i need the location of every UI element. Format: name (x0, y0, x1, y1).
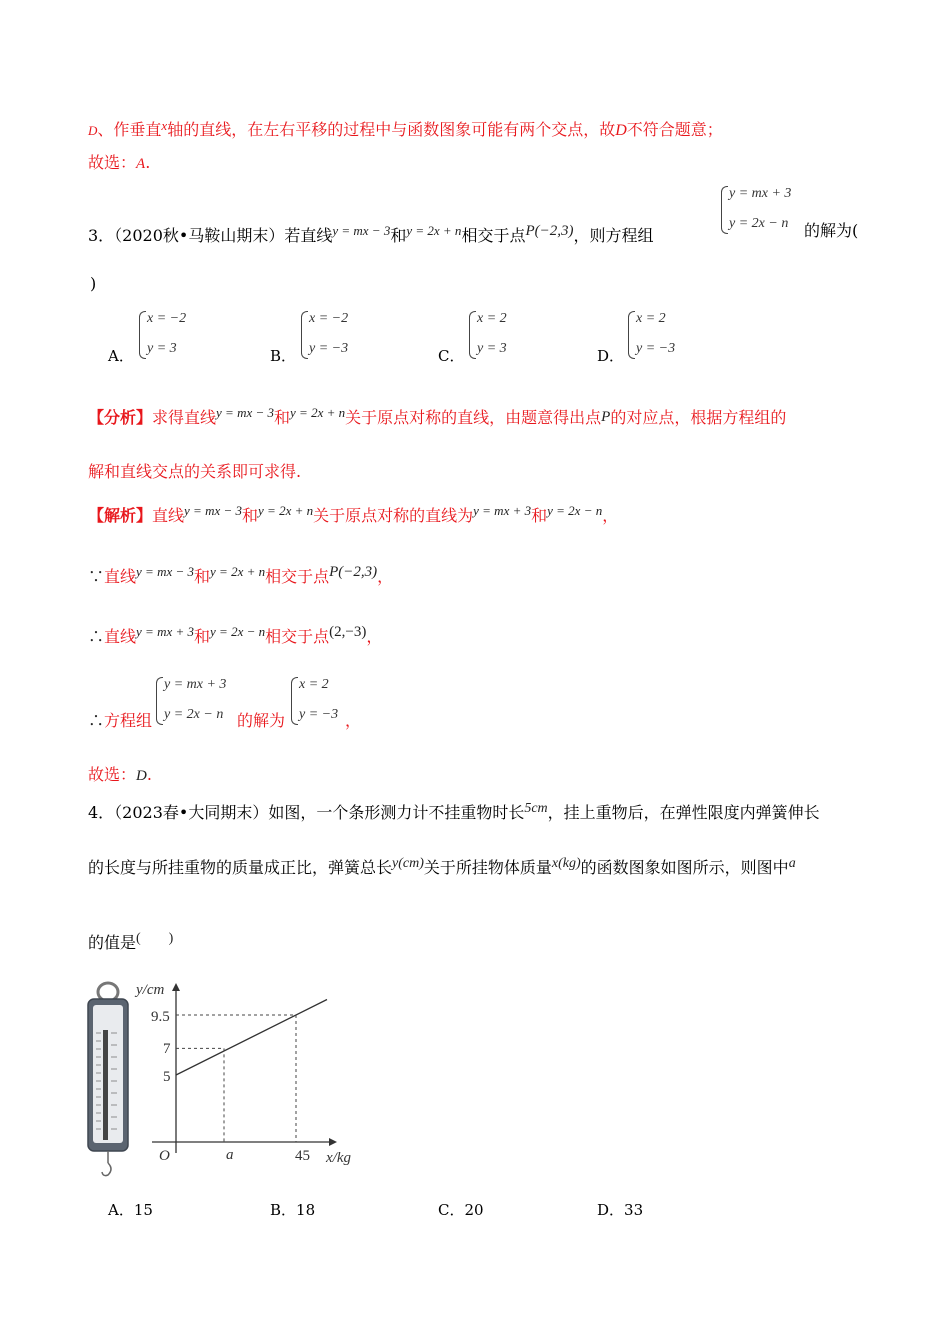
q4-y: y(cm) (392, 856, 424, 871)
solution-eq1: y = mx − 3 (184, 503, 243, 518)
solution-u2: 的解为 (237, 711, 286, 730)
intro-text-a: 、作垂直 (97, 120, 162, 139)
q4-paren: ( ) (136, 931, 174, 946)
q3-option-B-label[interactable]: B． (270, 347, 297, 365)
q3-option-A-label[interactable]: A． (108, 347, 134, 365)
solution-comma: ， (602, 506, 619, 525)
solution-t-eq2: y = 2x − n (210, 624, 266, 639)
q3-system (721, 186, 811, 232)
q4-line-3 (88, 929, 173, 953)
q4-option-A[interactable] (108, 1200, 153, 1220)
y-tick-7: 7 (163, 1041, 171, 1057)
solution-line-3 (88, 622, 382, 647)
analysis-P: P (601, 409, 611, 425)
solution-b2: 相交于点 (265, 567, 330, 586)
q4-option-C-value: 20 (464, 1201, 484, 1219)
intro-answer-label: 故选： (88, 153, 137, 172)
y-axis-label: y/cm (136, 982, 165, 998)
x-axis-label: x/kg (326, 1150, 351, 1166)
intro-D: D (88, 123, 98, 138)
solution-line-4 (88, 711, 152, 731)
solution-b-eq1: y = mx − 3 (136, 564, 195, 579)
q3-option-C-label[interactable]: C． (438, 347, 465, 365)
solution-t-end: ， (366, 627, 383, 646)
q4-option-B[interactable] (270, 1200, 315, 1220)
q3-option-A-l1: x = −2 (147, 311, 187, 326)
solution-system-l2: y = 2x − n (164, 707, 224, 722)
q4-option-A-value: 15 (133, 1201, 153, 1219)
q4-x: x(kg) (551, 856, 581, 871)
q4-length: 5cm (524, 801, 548, 816)
q3-option-D-system[interactable] (628, 311, 698, 357)
solution-answer-end: . (146, 765, 152, 784)
solution-and2: 和 (531, 506, 548, 525)
y-axis-arrow-icon (172, 983, 180, 991)
analysis-and: 和 (274, 408, 291, 427)
solution-b-point: P(−2,3) (329, 564, 378, 580)
solution-s1: 直线 (152, 506, 185, 525)
q3-mid: 相交于点 (461, 226, 526, 245)
therefore-symbol-2: ∴ (88, 711, 105, 730)
solution-t-and: 和 (194, 627, 211, 646)
q4-option-C[interactable] (438, 1200, 484, 1220)
q4-p1: ，挂上重物后，在弹性限度内弹簧伸长 (547, 803, 820, 822)
solution-b-and: 和 (194, 567, 211, 586)
analysis-eq1: y = mx − 3 (216, 405, 275, 420)
q3-option-C-l1: x = 2 (477, 311, 507, 326)
q3-stem (88, 221, 654, 246)
solution-t1: 直线 (104, 627, 137, 646)
q3-and: 和 (390, 226, 407, 245)
solution-eq4: y = 2x − n (547, 503, 603, 518)
x-tick-45: 45 (295, 1148, 310, 1164)
x-tick-a: a (226, 1147, 234, 1163)
solution-b1: 直线 (104, 567, 137, 586)
solution-t-eq1: y = mx + 3 (136, 624, 195, 639)
solution-tag: 【解析】 (88, 506, 153, 525)
solution-answer-l1: x = 2 (299, 677, 329, 692)
solution-u1: 方程组 (104, 711, 153, 730)
q4-p3: 关于所挂物体质量 (423, 858, 552, 877)
intro-line-1 (88, 116, 723, 141)
solution-b-end: ， (377, 567, 394, 586)
intro-D2: D (615, 122, 627, 139)
solution-s2: 关于原点对称的直线为 (313, 506, 474, 525)
analysis-a4: 解和直线交点的关系即可求得. (88, 462, 302, 481)
q4-p5: 的值是 (88, 933, 137, 952)
spring-scale-illustration (88, 983, 128, 1176)
analysis-a1: 求得直线 (152, 408, 217, 427)
because-symbol: ∵ (88, 567, 105, 586)
q3-option-C-system[interactable] (469, 311, 539, 357)
q3-option-C-l2: y = 3 (477, 341, 507, 356)
intro-text-c: 不符合题意； (626, 120, 723, 139)
q4-option-C-label: C． (438, 1201, 465, 1219)
solution-b-eq2: y = 2x + n (210, 564, 266, 579)
intro-text-b: 轴的直线，在左右平移的过程中与函数图象可能有两个交点，故 (167, 120, 616, 139)
therefore-symbol: ∴ (88, 627, 105, 646)
solution-t2: 相交于点 (265, 627, 330, 646)
solution-line-2 (88, 562, 393, 587)
solution-eq2: y = 2x + n (258, 503, 314, 518)
analysis-line-1 (88, 403, 786, 428)
q4-line-2 (88, 854, 796, 878)
q3-option-B-l2: y = −3 (309, 341, 349, 356)
q3-tail (804, 221, 858, 241)
q4-option-D-label: D． (597, 1201, 625, 1219)
q4-option-D-value: 33 (624, 1201, 644, 1219)
q3-option-B-l1: x = −2 (309, 311, 349, 326)
q3-option-B-system[interactable] (301, 311, 371, 357)
intro-line-2 (88, 153, 150, 174)
q3-tail-text: 的解为( (804, 221, 859, 240)
q3-option-D-label[interactable]: D． (597, 347, 625, 365)
analysis-tag: 【分析】 (88, 408, 153, 427)
q4-a: a (788, 856, 796, 871)
q3-mid2: ，则方程组 (573, 226, 654, 245)
solution-system-l1: y = mx + 3 (164, 677, 227, 692)
analysis-a3: 的对应点，根据方程组的 (610, 408, 787, 427)
q4-p2: 的长度与所挂重物的质量成正比，弹簧总长 (88, 858, 393, 877)
q3-option-D-l2: y = −3 (636, 341, 676, 356)
solution-line-1 (88, 501, 618, 526)
solution-answer-value: D (136, 768, 147, 784)
function-line (176, 1000, 327, 1076)
q4-p4: 的函数图象如图所示，则图中 (580, 858, 789, 877)
q4-option-D[interactable] (597, 1200, 643, 1220)
q3-point: P(−2,3) (525, 223, 574, 239)
q3-eq1: y = mx − 3 (332, 223, 391, 238)
solution-u-end: ， (345, 711, 362, 730)
q3-eq2: y = 2x + n (406, 223, 462, 238)
y-tick-5: 5 (163, 1069, 171, 1085)
analysis-a2: 关于原点对称的直线，由题意得出点 (345, 408, 602, 427)
q3-option-A-system[interactable] (139, 311, 209, 357)
q4-number: 4．（2023春•大同期末）如图，一个条形测力计不挂重物时长 (88, 803, 525, 822)
q4-option-B-label: B． (270, 1201, 297, 1219)
q3-option-D-l1: x = 2 (636, 311, 666, 326)
origin-label: O (159, 1148, 170, 1164)
intro-answer-end: . (145, 153, 151, 172)
solution-answer (88, 765, 152, 786)
solution-answer-system (291, 677, 351, 723)
analysis-eq2: y = 2x + n (290, 405, 346, 420)
q4-option-B-value: 18 (296, 1201, 316, 1219)
q4-figure (84, 975, 374, 1180)
q4-option-A-label: A． (108, 1201, 134, 1219)
q3-system-line-1: y = mx + 3 (729, 186, 792, 201)
q3-close (90, 274, 96, 294)
intro-x: x (161, 118, 168, 133)
q3-option-A-l2: y = 3 (147, 341, 177, 356)
q3-number: 3．（2020秋•马鞍山期末）若直线 (88, 226, 333, 245)
y-tick-9-5: 9.5 (151, 1009, 170, 1025)
q3-close-paren: ) (90, 274, 97, 293)
x-axis-arrow-icon (329, 1138, 337, 1146)
q3-system-line-2: y = 2x − n (729, 216, 789, 231)
solution-answer-l2: y = −3 (299, 707, 339, 722)
analysis-line-2 (88, 462, 301, 482)
intro-answer: A (136, 156, 146, 172)
solution-system (156, 677, 236, 723)
solution-eq3: y = mx + 3 (473, 503, 532, 518)
solution-and: 和 (242, 506, 259, 525)
q4-line-1 (88, 799, 820, 823)
solution-t-point: (2,−3) (329, 624, 367, 640)
solution-answer-label: 故选： (88, 765, 137, 784)
